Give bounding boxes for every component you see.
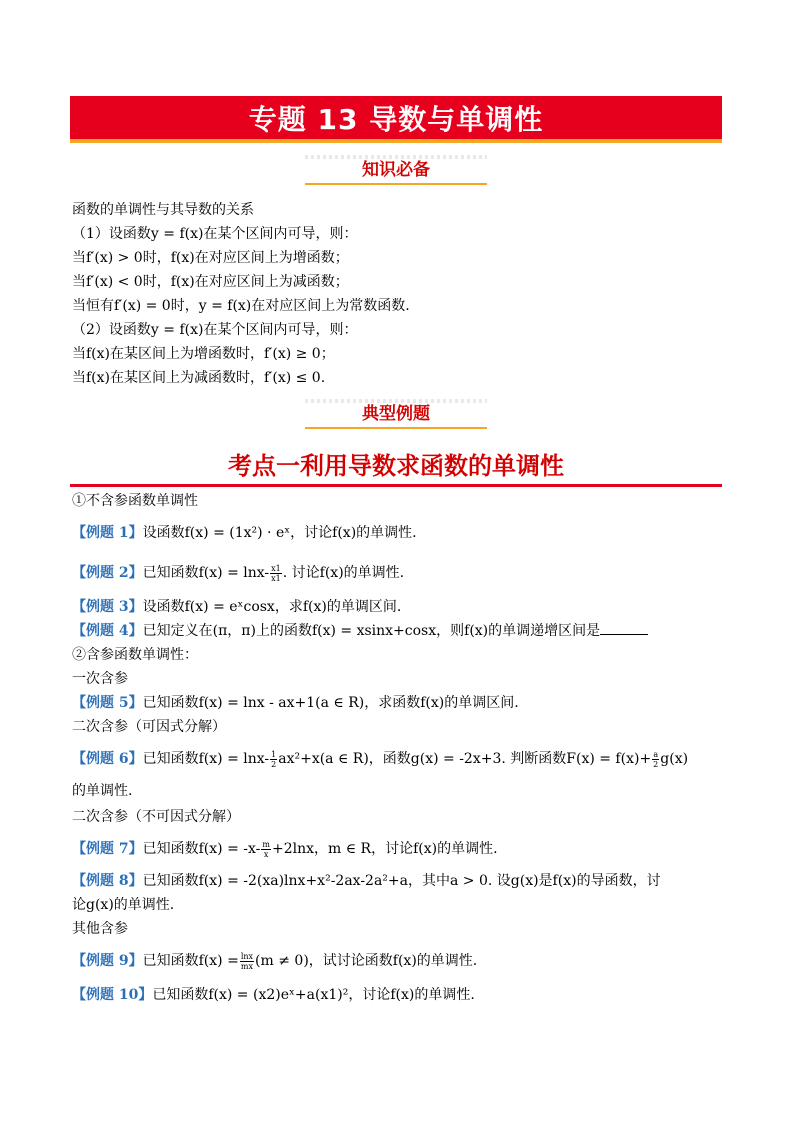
denominator: 2 (271, 759, 277, 769)
fraction (270, 564, 282, 583)
example-9 (72, 950, 722, 972)
example-tag: 【例题 10】 (72, 987, 153, 1003)
example-text: (m ≠ 0)，试讨论函数f(x)的单调性. (255, 953, 478, 969)
example-5 (72, 692, 722, 714)
fraction (240, 952, 254, 971)
knowledge-line: 当f′(x) < 0时，f(x)在对应区间上为减函数； (72, 274, 349, 290)
numerator: lnx (240, 951, 254, 961)
section-heading-knowledge (305, 155, 487, 180)
answer-blank (600, 620, 648, 635)
example-8 (72, 870, 722, 892)
knowledge-block (72, 198, 722, 390)
example-tag: 【例题 9】 (72, 953, 143, 969)
subcategory-heading: 其他含参 (72, 921, 128, 937)
knowledge-line: 函数的单调性与其导数的关系 (72, 202, 254, 218)
denominator: x (263, 849, 269, 859)
example-4 (72, 620, 722, 642)
example-8-continuation: 论g(x)的单调性. (72, 897, 175, 913)
example-text: 已知函数f(x) = lnx- (142, 565, 270, 581)
example-10 (72, 984, 722, 1006)
example-tag: 【例题 4】 (72, 623, 143, 639)
topic-title: 考点一利用导数求函数的单调性 (228, 452, 564, 480)
dotted-decoration (305, 399, 487, 403)
knowledge-line: 当f(x)在某区间上为增函数时，f′(x) ≥ 0； (72, 346, 335, 362)
fraction (270, 750, 277, 769)
underline-bar (305, 183, 487, 185)
example-tag: 【例题 3】 (72, 599, 143, 615)
example-text: +2lnx，m ∈ R，讨论f(x)的单调性. (271, 841, 498, 857)
example-6 (72, 748, 722, 770)
section-heading-text: 知识必备 (362, 160, 430, 180)
example-tag: 【例题 8】 (72, 873, 143, 889)
numerator: m (262, 839, 270, 849)
knowledge-line: （1）设函数y = f(x)在某个区间内可导，则： (72, 226, 358, 242)
section-heading-text: 典型例题 (362, 404, 430, 424)
knowledge-line: 当f′(x) > 0时，f(x)在对应区间上为增函数； (72, 250, 349, 266)
knowledge-line: 当f(x)在某区间上为减函数时，f′(x) ≤ 0. (72, 370, 326, 386)
denominator: x1 (271, 573, 281, 583)
example-6-continuation: 的单调性. (72, 783, 133, 799)
example-3 (72, 596, 722, 618)
title-banner (70, 96, 722, 143)
topic-divider (70, 484, 722, 487)
numerator: 1 (271, 749, 277, 759)
example-text: 设函数f(x) = (1x²) · eˣ，讨论f(x)的单调性. (142, 525, 417, 541)
example-text: g(x) (660, 751, 689, 767)
knowledge-line: （2）设函数y = f(x)在某个区间内可导，则： (72, 322, 358, 338)
numerator: x1 (271, 563, 281, 573)
section-heading-examples (305, 399, 487, 424)
category-heading: ①不含参函数单调性 (72, 493, 198, 509)
example-text: 已知函数f(x) = lnx- (142, 751, 270, 767)
denominator: 2 (653, 759, 659, 769)
example-text: 已知函数f(x) = -x- (142, 841, 261, 857)
example-1 (72, 522, 722, 544)
subcategory-heading: 二次含参（不可因式分解） (72, 809, 240, 825)
underline-bar (305, 427, 487, 429)
example-text: 设函数f(x) = eˣcosx，求f(x)的单调区间. (142, 599, 402, 615)
example-text: . 讨论f(x)的单调性. (282, 565, 405, 581)
knowledge-line: 当恒有f′(x) = 0时，y = f(x)在对应区间上为常数函数. (72, 298, 410, 314)
example-text: 已知函数f(x) = (x2)eˣ+a(x1)²，讨论f(x)的单调性. (152, 987, 475, 1003)
example-text: 已知函数f(x) = lnx - ax+1(a ∈ R)，求函数f(x)的单调区间. (142, 695, 519, 711)
example-text: 已知函数f(x) = -2(xa)lnx+x²-2ax-2a²+a，其中a > 0. 设g(x)是f(x)的导函数，讨 (142, 873, 661, 889)
example-2 (72, 562, 722, 584)
numerator: a (653, 749, 659, 759)
denominator: mx (240, 961, 253, 971)
example-tag: 【例题 1】 (72, 525, 143, 541)
example-tag: 【例题 7】 (72, 841, 143, 857)
example-text: 已知函数f(x) = (142, 953, 239, 969)
category-heading: ②含参函数单调性： (72, 647, 198, 663)
example-tag: 【例题 6】 (72, 751, 143, 767)
example-tag: 【例题 5】 (72, 695, 143, 711)
subcategory-heading: 一次含参 (72, 671, 128, 687)
example-text: ax²+x(a ∈ R)，函数g(x) = -2x+3. 判断函数F(x) = f(x)+ (278, 751, 652, 767)
fraction (652, 750, 659, 769)
dotted-decoration (305, 155, 487, 159)
example-7 (72, 838, 722, 860)
page-title: 专题 13 导数与单调性 (248, 102, 544, 136)
example-tag: 【例题 2】 (72, 565, 143, 581)
fraction (261, 840, 271, 859)
subcategory-heading: 二次含参（可因式分解） (72, 719, 226, 735)
example-text: 已知定义在(π，π)上的函数f(x) = xsinx+cosx，则f(x)的单调递增区间是 (142, 623, 601, 639)
